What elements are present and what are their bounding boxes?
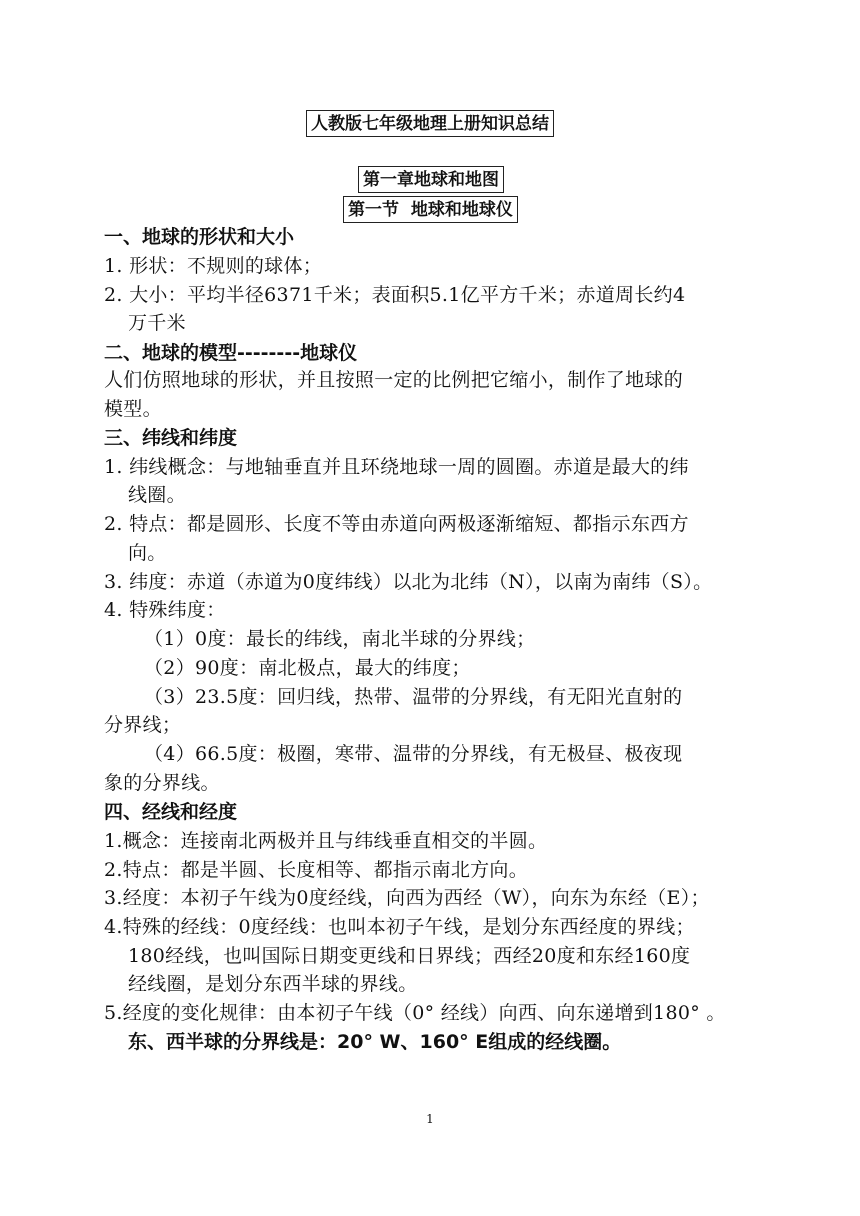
text-line: （3）23.5度：回归线，热带、温带的分界线，有无阳光直射的: [144, 686, 683, 708]
page-number: 1: [426, 1112, 434, 1126]
text-line: （2）90度：南北极点，最大的纬度；: [144, 657, 471, 679]
text-line: 线圈。: [128, 484, 186, 506]
text-line: 1. 纬线概念：与地轴垂直并且环绕地球一周的圆圈。赤道是最大的纬: [104, 456, 689, 478]
text-line: 5.经度的变化规律：由本初子午线（0° 经线）向西、向东递增到180° 。: [104, 1002, 726, 1024]
chapter-title: 第一章地球和地图: [358, 166, 504, 193]
text-line: （4）66.5度：极圈，寒带、温带的分界线，有无极昼、极夜现: [144, 743, 683, 765]
text-line: 万千米: [128, 312, 186, 334]
section-title: 第一节 地球和地球仪: [343, 196, 518, 223]
text-line: 象的分界线。: [104, 772, 220, 794]
text-line: 180经线，也叫国际日期变更线和日界线；西经20度和东经160度: [128, 945, 691, 967]
heading-longitude: 四、经线和经度: [104, 801, 238, 823]
text-line: 人们仿照地球的形状，并且按照一定的比例把它缩小，制作了地球的: [104, 369, 684, 391]
text-line: 2.特点：都是半圆、长度相等、都指示南北方向。: [104, 859, 529, 881]
text-line: 1.概念：连接南北两极并且与纬线垂直相交的半圆。: [104, 830, 548, 852]
text-line: 4.特殊的经线：0度经线：也叫本初子午线，是划分东西经度的界线；: [104, 916, 695, 938]
text-line: 2. 大小：平均半径6371千米；表面积5.1亿平方千米；赤道周长约4: [104, 284, 686, 306]
document-title: 人教版七年级地理上册知识总结: [306, 110, 554, 137]
text-line: 4. 特殊纬度：: [104, 599, 226, 621]
heading-latitude: 三、纬线和纬度: [104, 427, 238, 449]
heading-globe-model: 二、地球的模型--------地球仪: [104, 342, 358, 364]
text-line: 经线圈，是划分东西半球的界线。: [128, 973, 418, 995]
text-line: 向。: [128, 542, 167, 564]
text-line: 1. 形状：不规则的球体；: [104, 255, 323, 277]
text-line: 3.经度：本初子午线为0度经线，向西为西经（W），向东为东经（E）；: [104, 887, 710, 909]
text-line: （1）0度：最长的纬线，南北半球的分界线；: [144, 628, 536, 650]
text-line: 分界线；: [104, 714, 182, 736]
heading-shape-size: 一、地球的形状和大小: [104, 226, 295, 248]
text-line: 3. 纬度：赤道（赤道为0度纬线）以北为北纬（N），以南为南纬（S）。: [104, 571, 713, 593]
summary-line: 东、西半球的分界线是：20° W、160° E组成的经线圈。: [128, 1031, 622, 1053]
text-line: 模型。: [104, 398, 162, 420]
text-line: 2. 特点：都是圆形、长度不等由赤道向两极逐渐缩短、都指示东西方: [104, 513, 689, 535]
